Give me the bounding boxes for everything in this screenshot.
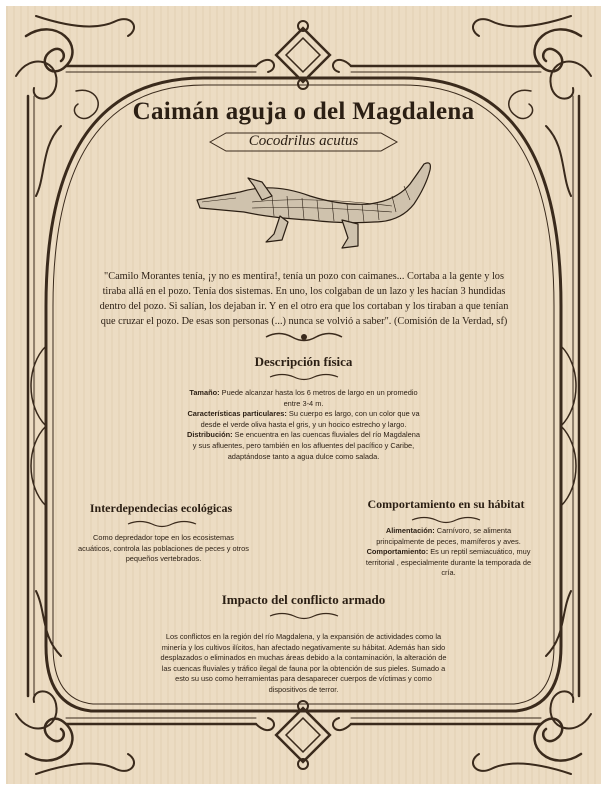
heading-impacto: Impacto del conflicto armado [221,592,386,607]
scientific-name-text: Cocodrilus acutus [248,133,359,149]
distribucion-label: Distribución: [187,430,233,440]
divider-ornament-icon [268,611,340,621]
comportamiento-text: Es un reptil semiacuático, muy territorial , especialmente durante la temporada de cría. [365,547,532,578]
heading-interdependencias: Interdependecias ecológicas [89,501,233,515]
crocodile-engraving-icon [192,156,442,256]
tamano-label: Tamaño: [189,388,220,397]
distribucion-text: Se encuentra en las cuencas fluviales del río Magdalena y sus afluentes, pero también en los afluentes del pacífico y Caribe, adaptándose tanto a agua dulce como salada. [192,430,420,461]
heading-comportamiento: Comportamiento en su hábitat [367,497,525,511]
divider-ornament-icon [410,515,482,525]
quote-text: "Camilo Morantes tenía, ¡y no es mentira!, tenía un pozo con caimanes... Cortaba a la gente y los tiraba allá en el pozo. Tenía dos sistemas. En uno, los colgaban de un lazo y les hacían 3 hundidas dentro del pozo. Si salían, los dejaban ir. Y en el otro era que los cortaban y los tiraban a que tenían que cruzar el pozo. De esas son personas (...) nunca se volvió a saber". (Comisión de la Verdad, sf) [99,271,509,327]
heading-descripcion: Descripción física [254,354,353,369]
divider-ornament-icon [126,519,198,529]
scientific-name [206,133,401,150]
caracteristicas-label: Características particulares: [187,409,287,419]
parchment-page [6,6,601,784]
alimentacion-text: Carnívoro, se alimenta principalmente de peces, mamíferos y aves. [376,526,521,546]
tamano-text: Puede alcanzar hasta los 6 metros de largo en un promedio entre 3-4 m. [219,388,418,408]
impacto-body: Los conflictos en la región del río Magdalena, y la expansión de actividades como la minería y los cultivos ilícitos, han afectado negativamente su hábitat. Además han sido desplazados o eliminados en muchas áreas debido a la contaminación, la alteración de las cuencas fluviales y tráfico ilegal de fauna por la obtención de sus pieles. Sumado a esto su uso como herramientas para desaparecer cuerpos de víctimas y como dispositivos de terror. [160,632,447,694]
divider-ornament-icon [264,330,344,344]
page-title: Caimán aguja o del Magdalena [132,98,475,125]
caracteristicas-text: Su cuerpo es largo, con un color que va desde el verde oliva hasta el gris, y un hocico estrecho y largo. [200,409,420,429]
comportamiento-body [361,526,536,579]
divider-ornament-icon [268,372,340,382]
interdependencias-body: Como depredador tope en los ecosistemas acuáticos, controla las poblaciones de peces y otros pequeños vertebrados. [78,533,249,564]
comportamiento-label: Comportamiento: [366,547,429,557]
alimentacion-label: Alimentación: [385,526,435,535]
descripcion-body [186,388,421,462]
